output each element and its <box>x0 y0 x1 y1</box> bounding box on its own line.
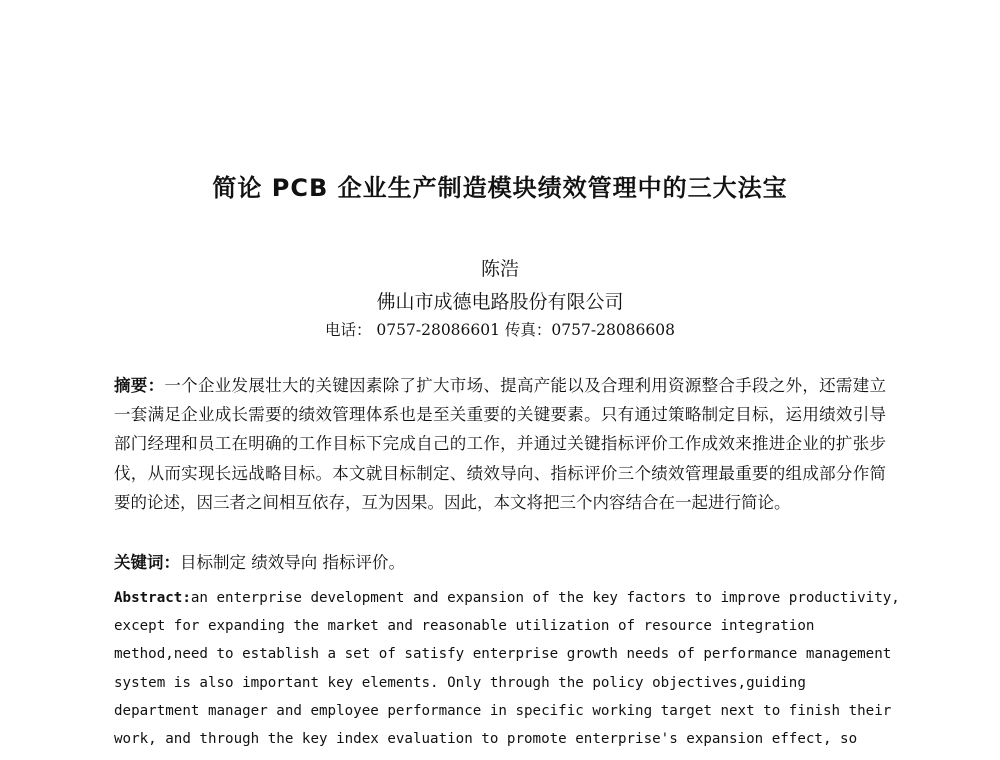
keywords <box>114 548 886 577</box>
keywords-text: 目标制定 绩效导向 指标评价。 <box>180 553 405 572</box>
paper-title: 简论 PCB 企业生产制造模块绩效管理中的三大法宝 <box>212 174 788 202</box>
abstract-english <box>114 584 904 753</box>
abstract-text: 一个企业发展壮大的关键因素除了扩大市场、提高产能以及合理利用资源整合手段之外，还需建立一套满足企业成长需要的绩效管理体系也是至关重要的关键要素。只有通过策略制定目标，运用绩效引导部门经理和员工在明确的工作目标下完成自己的工作，并通过关键指标评价工作成效来推进企业的扩张步伐，从而实现长远战略目标。本文就目标制定、绩效导向、指标评价三个绩效管理最重要的组成部分作简要的论述，因三者之间相互依存，互为因果。因此，本文将把三个内容结合在一起进行简论。 <box>114 376 887 512</box>
contact-info: 电话： 0757-28086601 传真：0757-28086608 <box>324 321 675 339</box>
abstract-en-label: Abstract: <box>114 590 191 606</box>
abstract-label: 摘要： <box>114 376 165 395</box>
abstract-en-line: Abstract:an enterprise development and expansion of the key factors to improve productivity, <box>114 590 900 606</box>
author-name: 陈浩 <box>480 258 519 280</box>
abstract-en-line: except for expanding the market and reasonable utilization of resource integration <box>114 618 815 635</box>
abstract-en-line: department manager and employee performance in specific working target next to finish their <box>114 702 892 719</box>
abstract-en-line: work, and through the key index evaluation to promote enterprise's expansion effect, so <box>114 731 858 748</box>
keywords-label: 关键词： <box>114 553 180 572</box>
abstract-chinese <box>114 371 886 517</box>
abstract-en-line: system is also important key elements. Only through the policy objectives,guiding <box>114 674 806 691</box>
author-affiliation: 佛山市成德电路股份有限公司 <box>376 291 624 313</box>
abstract-en-line: method,need to establish a set of satisfy enterprise growth needs of performance management <box>114 646 892 663</box>
